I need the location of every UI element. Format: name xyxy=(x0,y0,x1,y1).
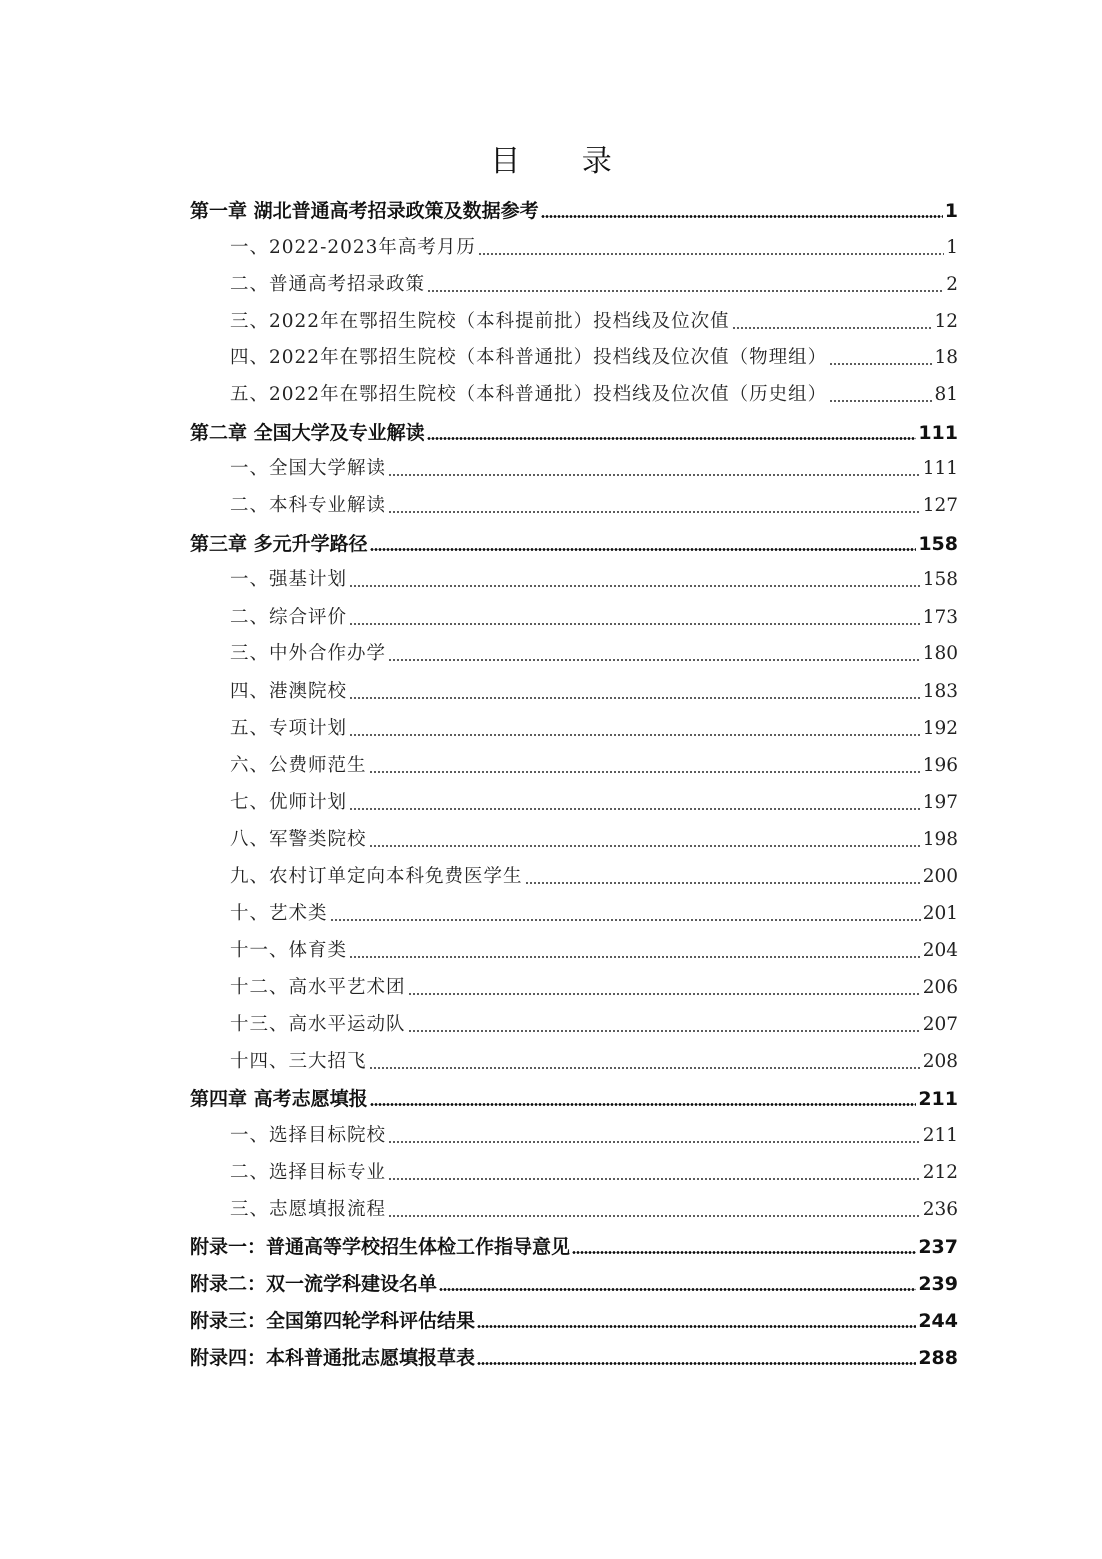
toc-section-entry[interactable] xyxy=(230,1010,958,1040)
dot-leader xyxy=(572,1251,916,1254)
toc-chapter-entry[interactable] xyxy=(190,1084,958,1114)
dot-leader xyxy=(388,1141,921,1143)
toc-entry-page: 244 xyxy=(918,1310,958,1332)
toc-entry-title: 九、农村订单定向本科免费医学生 xyxy=(230,866,523,887)
toc-entry-page: 208 xyxy=(922,1051,958,1072)
toc-entry-title: 十四、三大招飞 xyxy=(230,1051,367,1072)
toc-entry-title: 十、艺术类 xyxy=(230,903,328,924)
dot-leader xyxy=(408,993,921,995)
toc-entry-title: 二、本科专业解读 xyxy=(230,495,387,516)
toc-entry-title: 第三章 多元升学路径 xyxy=(190,533,368,555)
toc-entry-page: 196 xyxy=(922,755,958,776)
toc-entry-page: 197 xyxy=(922,792,958,813)
toc-chapter-entry[interactable] xyxy=(190,529,958,559)
toc-entry-page: 158 xyxy=(918,533,958,555)
dot-leader xyxy=(439,1288,916,1291)
toc-entry-page: 180 xyxy=(922,643,958,664)
toc-entry-title: 附录四：本科普通批志愿填报草表 xyxy=(190,1347,476,1369)
toc-section-entry[interactable] xyxy=(230,565,958,595)
toc-entry-title: 十三、高水平运动队 xyxy=(230,1014,406,1035)
toc-entry-title: 三、2022年在鄂招生院校（本科提前批）投档线及位次值 xyxy=(230,311,730,332)
toc-entry-title: 一、强基计划 xyxy=(230,569,348,590)
toc-entry-title: 二、普通高考招录政策 xyxy=(230,274,426,295)
toc-section-entry[interactable] xyxy=(230,825,958,855)
toc-entry-page: 237 xyxy=(918,1236,958,1258)
dot-leader xyxy=(369,771,921,773)
toc-section-entry[interactable] xyxy=(230,1158,958,1188)
dot-leader xyxy=(829,400,932,402)
toc-section-entry[interactable] xyxy=(230,1195,958,1225)
dot-leader xyxy=(349,623,921,625)
dot-leader xyxy=(369,1067,921,1069)
toc-entry-title: 第二章 全国大学及专业解读 xyxy=(190,422,425,444)
toc-entry-title: 十一、体育类 xyxy=(230,940,348,961)
page-title: 目 录 xyxy=(490,144,638,179)
toc-section-entry[interactable] xyxy=(230,270,958,300)
dot-leader xyxy=(349,808,921,810)
toc-entry-title: 一、选择目标院校 xyxy=(230,1125,387,1146)
toc-entry-title: 一、全国大学解读 xyxy=(230,458,387,479)
toc-chapter-entry[interactable] xyxy=(190,418,958,448)
toc-appendix-entry[interactable] xyxy=(190,1343,958,1373)
dot-leader xyxy=(388,511,921,513)
toc-section-entry[interactable] xyxy=(230,899,958,929)
dot-leader xyxy=(477,1325,916,1328)
toc-section-entry[interactable] xyxy=(230,380,958,410)
toc-section-entry[interactable] xyxy=(230,307,958,337)
toc-entry-title: 七、优师计划 xyxy=(230,792,348,813)
toc-entry-title: 一、2022-2023年高考月历 xyxy=(230,237,476,258)
toc-section-entry[interactable] xyxy=(230,454,958,484)
dot-leader xyxy=(478,253,944,255)
toc-appendix-entry[interactable] xyxy=(190,1306,958,1336)
toc-section-entry[interactable] xyxy=(230,1121,958,1151)
toc-entry-title: 第一章 湖北普通高考招录政策及数据参考 xyxy=(190,200,539,222)
toc-entry-page: 18 xyxy=(934,347,958,368)
toc-entry-page: 2 xyxy=(946,274,958,295)
toc-entry-title: 十二、高水平艺术团 xyxy=(230,977,406,998)
toc-entry-title: 五、2022年在鄂招生院校（本科普通批）投档线及位次值（历史组） xyxy=(230,384,828,405)
toc-entry-title: 三、志愿填报流程 xyxy=(230,1199,387,1220)
dot-leader xyxy=(477,1362,916,1365)
toc-entry-title: 附录三：全国第四轮学科评估结果 xyxy=(190,1310,476,1332)
dot-leader xyxy=(388,659,921,661)
dot-leader xyxy=(370,548,917,551)
dot-leader xyxy=(732,327,933,329)
toc-entry-page: 236 xyxy=(922,1199,958,1220)
toc-entry-title: 第四章 高考志愿填报 xyxy=(190,1088,368,1110)
dot-leader xyxy=(349,734,921,736)
toc-entry-page: 1 xyxy=(946,237,958,258)
toc-entry-page: 81 xyxy=(934,384,958,405)
dot-leader xyxy=(388,474,921,476)
toc-entry-page: 1 xyxy=(944,200,958,222)
toc-entry-title: 四、2022年在鄂招生院校（本科普通批）投档线及位次值（物理组） xyxy=(230,347,828,368)
toc-entry-page: 127 xyxy=(922,495,958,516)
toc-section-entry[interactable] xyxy=(230,751,958,781)
toc-entry-page: 204 xyxy=(922,940,958,961)
toc-entry-title: 三、中外合作办学 xyxy=(230,643,387,664)
toc-entry-title: 二、选择目标专业 xyxy=(230,1162,387,1183)
toc-entry-title: 二、综合评价 xyxy=(230,607,348,628)
toc-chapter-entry[interactable] xyxy=(190,196,958,226)
dot-leader xyxy=(369,845,921,847)
dot-leader xyxy=(388,1215,921,1217)
dot-leader xyxy=(330,919,921,921)
toc-section-entry[interactable] xyxy=(230,491,958,521)
toc-appendix-entry[interactable] xyxy=(190,1232,958,1262)
toc-section-entry[interactable] xyxy=(230,862,958,892)
toc-entry-title: 附录一：普通高等学校招生体检工作指导意见 xyxy=(190,1236,571,1258)
toc-entry-page: 288 xyxy=(918,1347,958,1369)
dot-leader xyxy=(388,1178,921,1180)
dot-leader xyxy=(427,437,917,440)
toc-entry-page: 198 xyxy=(922,829,958,850)
toc-entry-title: 附录二：双一流学科建设名单 xyxy=(190,1273,438,1295)
toc-entry-page: 192 xyxy=(922,718,958,739)
toc-entry-page: 12 xyxy=(934,311,958,332)
dot-leader xyxy=(408,1030,921,1032)
dot-leader xyxy=(349,956,921,958)
toc-entry-page: 211 xyxy=(918,1088,958,1110)
toc-entry-page: 201 xyxy=(922,903,958,924)
toc-section-entry[interactable] xyxy=(230,1047,958,1077)
toc-section-entry[interactable] xyxy=(230,639,958,669)
toc-entry-title: 五、专项计划 xyxy=(230,718,348,739)
toc-entry-title: 八、军警类院校 xyxy=(230,829,367,850)
dot-leader xyxy=(370,1103,917,1106)
toc-entry-page: 239 xyxy=(918,1273,958,1295)
toc-entry-page: 111 xyxy=(922,458,958,479)
toc-entry-page: 111 xyxy=(918,422,958,444)
dot-leader xyxy=(525,882,921,884)
toc-appendix-entry[interactable] xyxy=(190,1269,958,1299)
toc-section-entry[interactable] xyxy=(230,677,958,707)
toc-entry-title: 六、公费师范生 xyxy=(230,755,367,776)
toc-section-entry[interactable] xyxy=(230,973,958,1003)
toc-entry-page: 200 xyxy=(922,866,958,887)
toc-entry-page: 183 xyxy=(922,681,958,702)
toc-entry-title: 四、港澳院校 xyxy=(230,681,348,702)
toc-entry-page: 173 xyxy=(922,607,958,628)
dot-leader xyxy=(349,585,921,587)
toc-entry-page: 211 xyxy=(922,1125,958,1146)
toc-entry-page: 212 xyxy=(922,1162,958,1183)
toc-section-entry[interactable] xyxy=(230,603,958,633)
toc-entry-page: 207 xyxy=(922,1014,958,1035)
toc-section-entry[interactable] xyxy=(230,343,958,373)
toc-entry-page: 158 xyxy=(922,569,958,590)
dot-leader xyxy=(541,215,943,218)
dot-leader xyxy=(427,290,944,292)
toc-section-entry[interactable] xyxy=(230,233,958,263)
toc-section-entry[interactable] xyxy=(230,714,958,744)
dot-leader xyxy=(829,363,932,365)
dot-leader xyxy=(349,697,921,699)
toc-section-entry[interactable] xyxy=(230,936,958,966)
toc-entry-page: 206 xyxy=(922,977,958,998)
toc-section-entry[interactable] xyxy=(230,788,958,818)
